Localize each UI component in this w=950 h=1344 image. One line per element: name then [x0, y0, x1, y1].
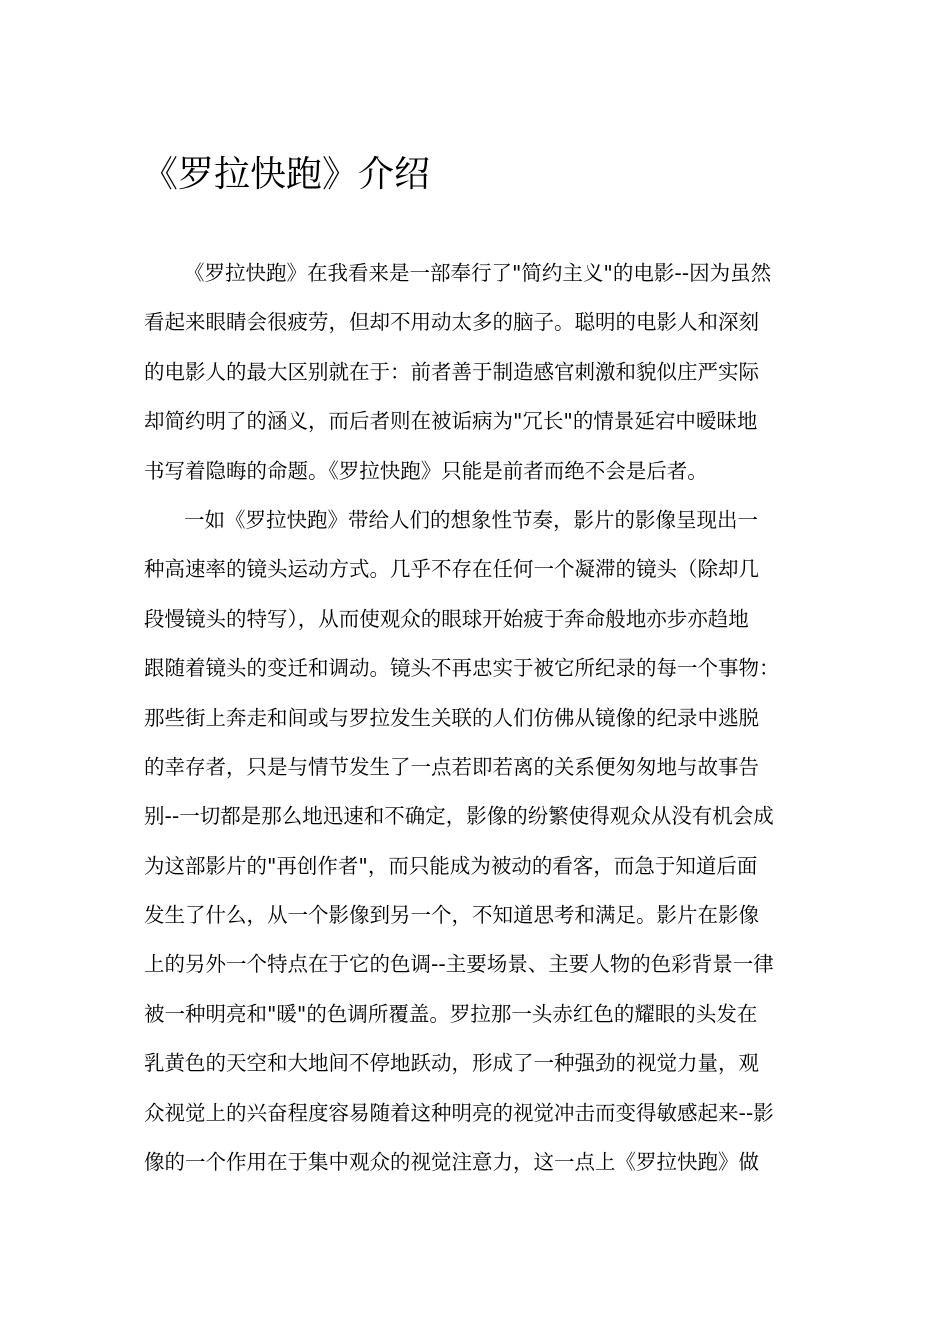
- paragraph-1-line-4: 却简约明了的涵义，而后者则在被诟病为"冗长"的情景延宕中暧昧地: [144, 409, 758, 434]
- paragraph-2-line-7: 别--一切都是那么地迅速和不确定，影像的纷繁使得观众从没有机会成: [144, 804, 774, 829]
- document-title: 《罗拉快跑》介绍: [142, 154, 431, 195]
- paragraph-2-line-2: 种高速率的镜头运动方式。几乎不存在任何一个凝滞的镜头（除却几: [144, 557, 759, 582]
- paragraph-1-line-2: 看起来眼睛会很疲劳，但却不用动太多的脑子。聪明的电影人和深刻: [144, 310, 759, 335]
- paragraph-2-line-10: 上的另外一个特点在于它的色调--主要场景、主要人物的色彩背景一律: [144, 952, 774, 977]
- paragraph-2-line-8: 为这部影片的"再创作者"，而只能成为被动的看客，而急于知道后面: [144, 853, 758, 878]
- paragraph-1-line-3: 的电影人的最大区别就在于：前者善于制造感官刺激和貌似庄严实际: [144, 359, 759, 384]
- paragraph-2-line-12: 乳黄色的天空和大地间不停地跃动，形成了一种强劲的视觉力量，观: [144, 1051, 759, 1076]
- paragraph-2-line-9: 发生了什么，从一个影像到另一个，不知道思考和满足。影片在影像: [144, 903, 759, 928]
- paragraph-2-line-14: 像的一个作用在于集中观众的视觉注意力，这一点上《罗拉快跑》做: [144, 1150, 759, 1175]
- paragraph-2-line-4: 跟随着镜头的变迁和调动。镜头不再忠实于被它所纪录的每一个事物：: [144, 656, 780, 681]
- paragraph-1-line-5: 书写着隐晦的命题。《罗拉快跑》只能是前者而绝不会是后者。: [144, 458, 708, 483]
- paragraph-2-line-11: 被一种明亮和"暖"的色调所覆盖。罗拉那一头赤红色的耀眼的头发在: [144, 1001, 758, 1026]
- paragraph-2-line-1: 一如《罗拉快跑》带给人们的想象性节奏，影片的影像呈现出一: [184, 507, 758, 532]
- paragraph-2-line-3: 段慢镜头的特写），从而使观众的眼球开始疲于奔命般地亦步亦趋地: [144, 606, 749, 631]
- paragraph-2-line-13: 众视觉上的兴奋程度容易随着这种明亮的视觉冲击而变得敏感起来--影: [144, 1100, 774, 1125]
- paragraph-1-line-1: 《罗拉快跑》在我看来是一部奉行了"简约主义"的电影--因为虽然: [184, 261, 772, 285]
- paragraph-2-line-5: 那些街上奔走和间或与罗拉发生关联的人们仿佛从镜像的纪录中逃脱: [144, 705, 759, 730]
- paragraph-2-line-6: 的幸存者，只是与情节发生了一点若即若离的关系便匆匆地与故事告: [144, 754, 759, 779]
- document-body: [144, 249, 814, 1187]
